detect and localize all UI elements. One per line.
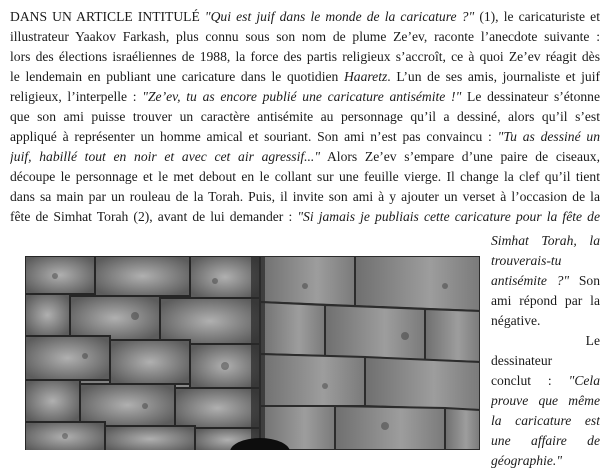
article-line: DANS UN ARTICLE INTITULÉ "Qui est juif dans le monde de la caricature ?" (1), le caricaturiste et	[10, 9, 600, 24]
article-line: juif, habillé tout en noir et avec cet air agressif..." Alors Ze’ev s’empare d’une paire de ciseaux,	[10, 149, 600, 164]
side-line: ami répond par la	[491, 293, 600, 308]
article-line: religieux, l’interpelle : "Ze’ev, tu as encore publié une caricature antisémite !" Le dessinateur s’étonne	[10, 89, 600, 104]
side-line: prouve que même	[491, 393, 600, 408]
article-line: fête de Simhat Torah (2), avant de lui demander : "Si jamais je publiais cette caricature pour la fête de	[10, 209, 600, 224]
article-line: illustrateur Yaakov Farkash, plus connu sous son nom de plume Ze’ev, raconte l’anecdote suivante :	[10, 29, 600, 44]
side-line: Le	[585, 333, 600, 348]
side-line: conclut : "Cela	[491, 373, 600, 388]
side-line: la caricature est	[491, 413, 600, 428]
article-line: dans sa main par un rouleau de la Torah. Puis, il invite son ami à y ajouter un verset à l’occasion de la	[10, 189, 600, 204]
side-line: géographie."	[491, 453, 563, 468]
article-line: appliqué à représenter un homme amical et souriant. Son ami n’est pas convaincu : "Tu as dessiné un	[10, 129, 600, 144]
western-wall-photo	[25, 256, 480, 450]
side-line: négative.	[491, 313, 541, 328]
article-line: découpe le personnage et le met debout en le collant sur une feuille vierge. Il change la clef qu’il tient	[10, 169, 600, 184]
side-line: dessinateur	[491, 353, 553, 368]
article-line: lors des élections israéliennes de 1988, la force des partis religieux s’accroît, ce à quoi Ze’ev réagit dès	[10, 49, 600, 64]
side-line: trouverais-tu	[491, 253, 562, 268]
article-line: que son ami puisse trouver un caractère antisémite au personnage qu’il a dessiné, alors qu’il s’est	[10, 109, 600, 124]
side-line: antisémite ?" Son	[491, 273, 600, 288]
side-line: une affaire de	[491, 433, 600, 448]
article-line: le lendemain en publiant une caricature dans le quotidien Haaretz. L’un de ses amis, journaliste et juif	[10, 69, 600, 84]
side-line: Simhat Torah, la	[491, 233, 600, 248]
